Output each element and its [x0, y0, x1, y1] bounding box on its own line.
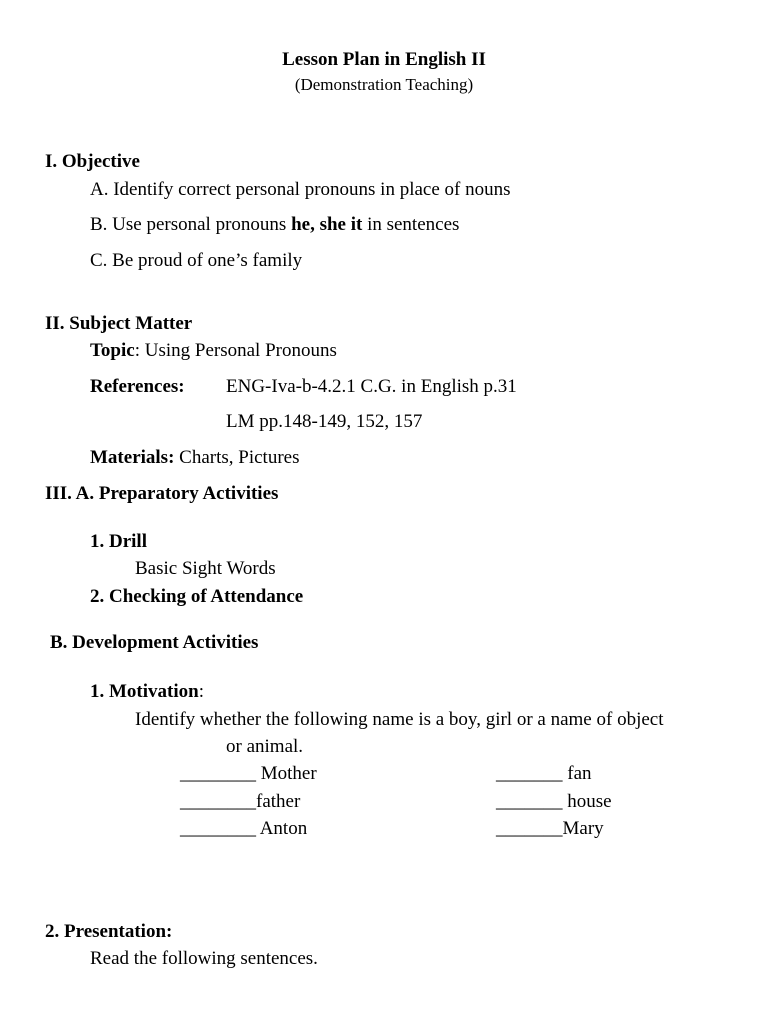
references-label: References: — [90, 376, 185, 397]
objective-item-b — [90, 215, 459, 234]
objective-b-pronouns: he, she it — [291, 214, 363, 235]
presentation-text: Read the following sentences. — [90, 948, 318, 969]
motivation-heading: 1. Motivation — [90, 681, 199, 702]
exercise-item-anton: ________ Anton — [180, 818, 308, 839]
presentation-heading: 2. Presentation: — [45, 921, 173, 942]
attendance-heading: 2. Checking of Attendance — [90, 586, 304, 607]
topic-value: : Using Personal Pronouns — [134, 340, 337, 361]
objective-b-text-start: B. Use personal pronouns — [90, 214, 292, 235]
objective-b-text-end: in sentences — [362, 214, 460, 235]
development-heading: B. Development Activities — [50, 632, 259, 653]
exercise-item-house: _______ house — [496, 791, 612, 812]
motivation-instruction-line-1: Identify whether the following name is a boy, girl or a name of object — [135, 709, 664, 730]
objective-heading: I. Objective — [45, 151, 140, 172]
references-line-1: ENG-Iva-b-4.2.1 C.G. in English p.31 — [226, 376, 517, 397]
exercise-item-fan: _______ fan — [496, 763, 592, 784]
preparatory-heading: III. A. Preparatory Activities — [45, 483, 279, 504]
motivation-colon: : — [198, 681, 204, 702]
exercise-item-mother: ________ Mother — [180, 763, 317, 784]
motivation-instruction-line-2: or animal. — [226, 736, 304, 757]
drill-text: Basic Sight Words — [135, 558, 276, 579]
materials-line — [90, 448, 299, 467]
subject-matter-heading: II. Subject Matter — [45, 313, 193, 334]
topic-label: Topic — [90, 340, 135, 361]
exercise-item-mary: _______Mary — [496, 818, 604, 839]
page-subtitle: (Demonstration Teaching) — [294, 75, 474, 94]
materials-value: Charts, Pictures — [174, 447, 300, 468]
objective-item-a: A. Identify correct personal pronouns in place of nouns — [90, 179, 511, 200]
drill-heading: 1. Drill — [90, 531, 147, 552]
exercise-item-father: ________father — [180, 791, 301, 812]
materials-label: Materials: — [90, 447, 175, 468]
motivation-line — [90, 682, 204, 701]
page-title: Lesson Plan in English II — [282, 49, 486, 70]
references-line-2: LM pp.148-149, 152, 157 — [226, 411, 423, 432]
objective-item-c: C. Be proud of one’s family — [90, 250, 303, 271]
topic-line — [90, 341, 337, 360]
